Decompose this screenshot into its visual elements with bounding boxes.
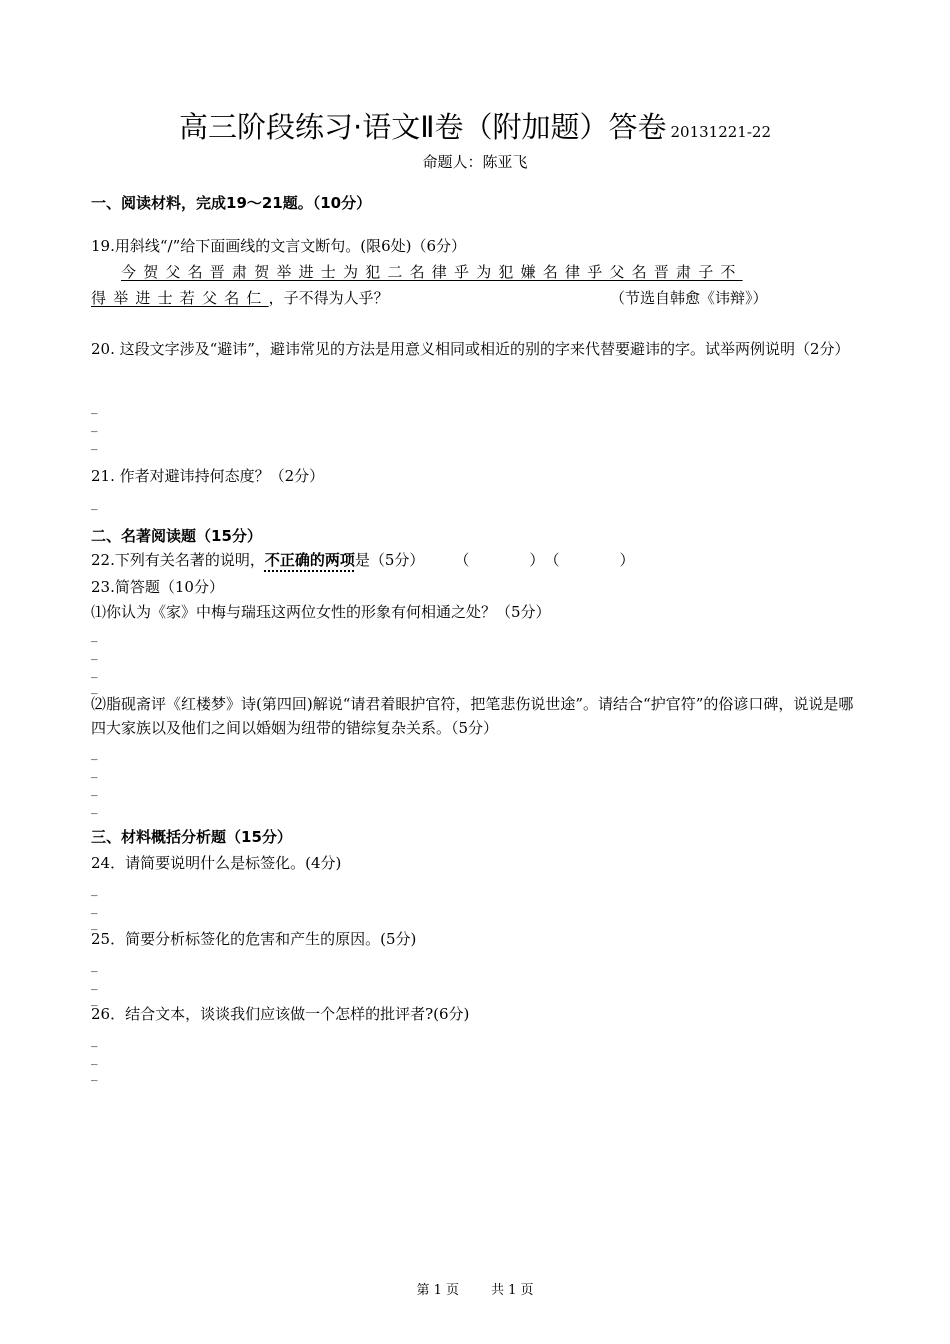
passage-line-1-text: 今贺父名晋肃贺举进士为犯二名律乎为犯嫌名律乎父名晋肃子不 [121,263,743,281]
question-22-suffix: 是（5分） [354,551,425,569]
question-21-prompt: 21. 作者对避讳持何态度？（2分） [91,467,325,485]
question-26-prompt: 26．结合文本，谈谈我们应该做一个怎样的批评者?(6分) [91,1005,470,1023]
question-19-prompt: 19.用斜线“/”给下面画线的文言文断句。(限6处)（6分） [91,237,467,255]
answer-line[interactable]: _ [91,628,98,643]
answer-line[interactable]: _ [91,958,98,973]
question-25-prompt: 25．简要分析标签化的危害和产生的原因。(5分) [91,930,417,948]
section-2-heading: 二、名著阅读题（15分） [91,527,262,545]
section-3-heading: 三、材料概括分析题（15分） [91,828,292,846]
answer-line[interactable]: _ [91,746,98,761]
page-footer [0,1282,950,1300]
passage-line-1 [91,262,857,282]
answer-line[interactable]: _ [91,764,98,779]
answer-line[interactable]: _ [91,436,98,451]
section-1-heading: 一、阅读材料，完成19～21题。（10分） [91,194,372,212]
question-22-prefix: 22.下列有关名著的说明， [91,551,265,569]
question-24-prompt: 24．请简要说明什么是标签化。(4分) [91,854,342,872]
page-title [0,108,950,151]
answer-line[interactable]: _ [91,646,98,661]
question-23-sub-1: ⑴你认为《家》中梅与瑞珏这两位女性的形象有何相通之处？（5分） [91,603,551,621]
answer-line[interactable]: _ [91,1067,98,1082]
answer-line[interactable]: _ [91,800,98,815]
question-23-sub-2: ⑵脂砚斋评《红楼梦》诗(第四回)解说“请君着眼护官符，把笔悲伤说世途”。请结合“护官符”的俗谚口碑，说说是哪四大家族以及他们之间以婚姻为纽带的错综复杂关系。（5分） [91,695,854,737]
answer-line[interactable]: _ [91,664,98,679]
question-22-emphasis: 不正确的两项 [264,551,355,569]
passage-line-2-underlined: 得举进士若父名仁 [91,289,269,307]
passage-line-2-rest: ，子不得为人乎？ [268,289,389,307]
answer-line[interactable]: _ [91,900,98,915]
answer-choice-2[interactable]: （ ） [544,551,635,569]
answer-line[interactable]: _ [91,976,98,991]
passage-line-2 [91,288,389,308]
page-total: 共 1 页 [491,1283,534,1298]
answer-line[interactable]: _ [91,882,98,897]
answer-line[interactable]: _ [91,1033,98,1048]
title-text: 高三阶段练习·语文Ⅱ卷（附加题）答卷 [178,110,667,144]
question-23-prompt: 23.简答题（10分） [91,578,224,596]
answer-line[interactable]: _ [91,400,98,415]
answer-choice-1[interactable]: （ ） [454,551,545,569]
author-line: 命题人：陈亚飞 [422,153,528,171]
answer-line[interactable]: _ [91,992,98,1007]
answer-line[interactable]: _ [91,1051,98,1066]
question-22-prompt [91,550,634,570]
exam-date: 20131221-22 [670,123,771,141]
answer-line[interactable]: _ [91,782,98,797]
answer-line[interactable]: _ [91,916,98,931]
passage-source: （节选自韩愈《讳辩》） [610,289,768,307]
question-20-prompt: 20. 这段文字涉及“避讳”，避讳常见的方法是用意义相同或相近的别的字来代替要避讳的字。试举两例说明（2分） [91,340,850,358]
answer-line[interactable]: _ [91,680,98,695]
page-number: 第 1 页 [416,1283,459,1298]
answer-line[interactable]: _ [91,418,98,433]
answer-line[interactable]: _ [91,496,98,511]
